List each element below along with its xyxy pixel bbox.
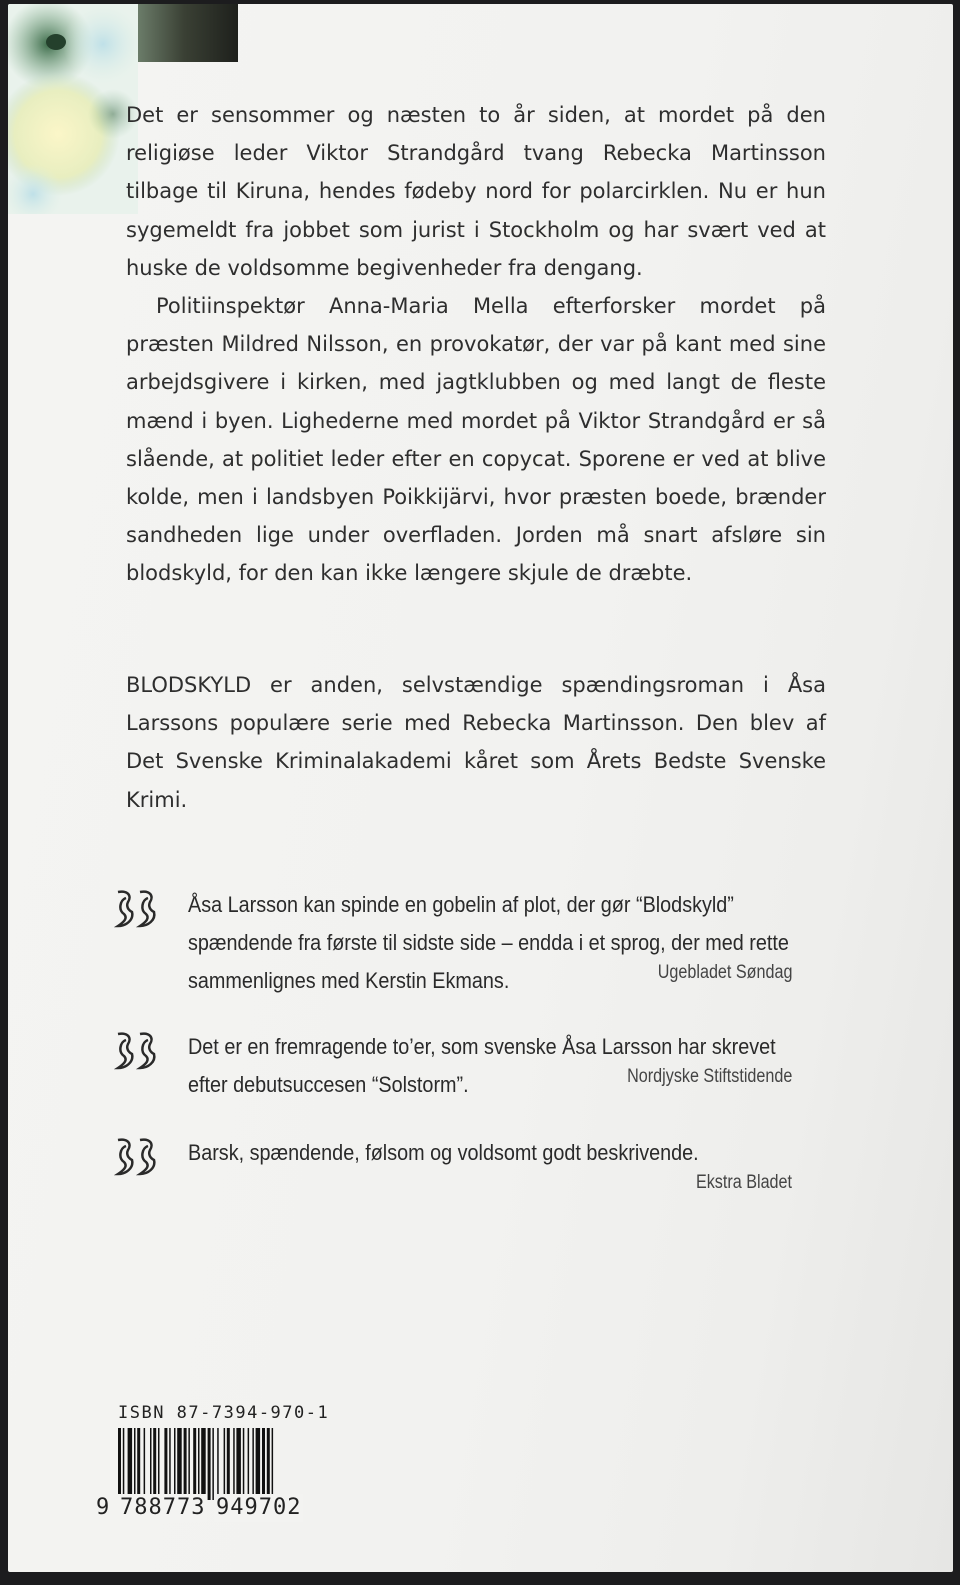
book-back-cover [8, 4, 953, 1572]
barcode-bar [177, 1428, 182, 1500]
barcode-digit-lead: 9 [96, 1495, 111, 1520]
barcode-bar [233, 1428, 235, 1500]
review-quote [114, 1028, 804, 1103]
quote-mark-icon [114, 1028, 164, 1072]
blurb-paragraph-1: Det er sensommer og næsten to år siden, at mordet på den religiøse leder Viktor Strandgård tvang Rebecka Martinsson tilbage til Kiruna, hendes fødeby nord for polarcirklen. Nu er hun sygemeldt fra jobbet som jurist i Stockholm og har svært ved at huske de voldsomme begivenheder fra dengang. [126, 103, 826, 280]
barcode-bar [150, 1428, 152, 1500]
barcode-bar [169, 1428, 171, 1500]
barcode-bar [243, 1428, 245, 1500]
barcode-bar [123, 1428, 125, 1500]
barcode-digits-left: 788773 [120, 1495, 206, 1520]
blurb-paragraph-3: BLODSKYLD er anden, selvstændige spændingsroman i Åsa Larssons populære serie med Rebecka Martinsson. Den blev af Det Svenske Kriminalakademi kåret som Årets Bedste Svenske Krimi. [126, 673, 826, 812]
quote-source: Ekstra Bladet [695, 1172, 792, 1193]
barcode-bar [198, 1428, 200, 1500]
barcode-bar [128, 1428, 133, 1500]
barcode-bar [144, 1428, 146, 1500]
quote-mark-icon [114, 1134, 164, 1178]
barcode-bar [267, 1428, 270, 1500]
barcode-bar [227, 1428, 230, 1500]
barcode-bar [236, 1428, 241, 1500]
barcode-bar [248, 1428, 250, 1500]
barcode-bar [217, 1428, 219, 1500]
barcode-bar [174, 1428, 176, 1500]
quote-source: Ugebladet Søndag [657, 962, 792, 983]
barcode-bar [153, 1428, 156, 1500]
barcode-bar [262, 1428, 265, 1500]
barcode-bar [188, 1428, 190, 1500]
review-quote [114, 886, 804, 996]
barcode-bar [224, 1428, 226, 1500]
quote-text: Det er en fremragende to’er, som svenske Åsa Larsson har skrevet efter debutsuccesen “Solstorm”. [188, 1034, 776, 1097]
barcode-bar [164, 1428, 167, 1500]
quote-text: Barsk, spændende, følsom og voldsomt godt beskrivende. [188, 1140, 699, 1165]
barcode-bar [256, 1428, 261, 1500]
flower-photo [8, 4, 138, 214]
quote-source: Nordjyske Stiftstidende [626, 1066, 792, 1087]
review-quote [114, 1134, 804, 1209]
blurb-paragraph [126, 287, 826, 593]
blurb-paragraph [126, 666, 826, 819]
isbn-label: ISBN 87-7394-970-1 [118, 1403, 330, 1423]
barcode-digits-right: 949702 [216, 1495, 302, 1520]
barcode-bar [137, 1428, 140, 1500]
blurb-paragraph [126, 96, 826, 287]
barcode-bar [208, 1428, 211, 1500]
barcode-bar [201, 1428, 206, 1500]
barcode-bar [134, 1428, 136, 1500]
blurb-paragraph-2: Politiinspektør Anna-Maria Mella efterforsker mordet på præsten Mildred Nilsson, en provokatør, der var på kant med sine arbejdsgivere i kirken, med jagtklubben og med langt de fleste mænd i byen. Lighederne med mordet på Viktor Strandgård er så slående, at politiet leder efter en copycat. Sporene er ved at blive kolde, men i landsbyen Poikkijärvi, hvor præsten boede, brænder sandheden lige under overfladen. Jorden må snart afsløre sin blodskyld, for den kan ikke længere skjule de dræbte. [126, 294, 826, 586]
barcode-bar [158, 1428, 160, 1500]
barcode-bar [184, 1428, 187, 1500]
quote-text: Åsa Larsson kan spinde en gobelin af plot, der gør “Blodskyld” spændende fra første til sidste side – endda i et sprog, der med rette sammenlignes med Kerstin Ekmans. [188, 892, 789, 993]
barcode-bar [252, 1428, 254, 1500]
barcode-bar [212, 1428, 214, 1500]
quote-mark-icon [114, 886, 164, 930]
